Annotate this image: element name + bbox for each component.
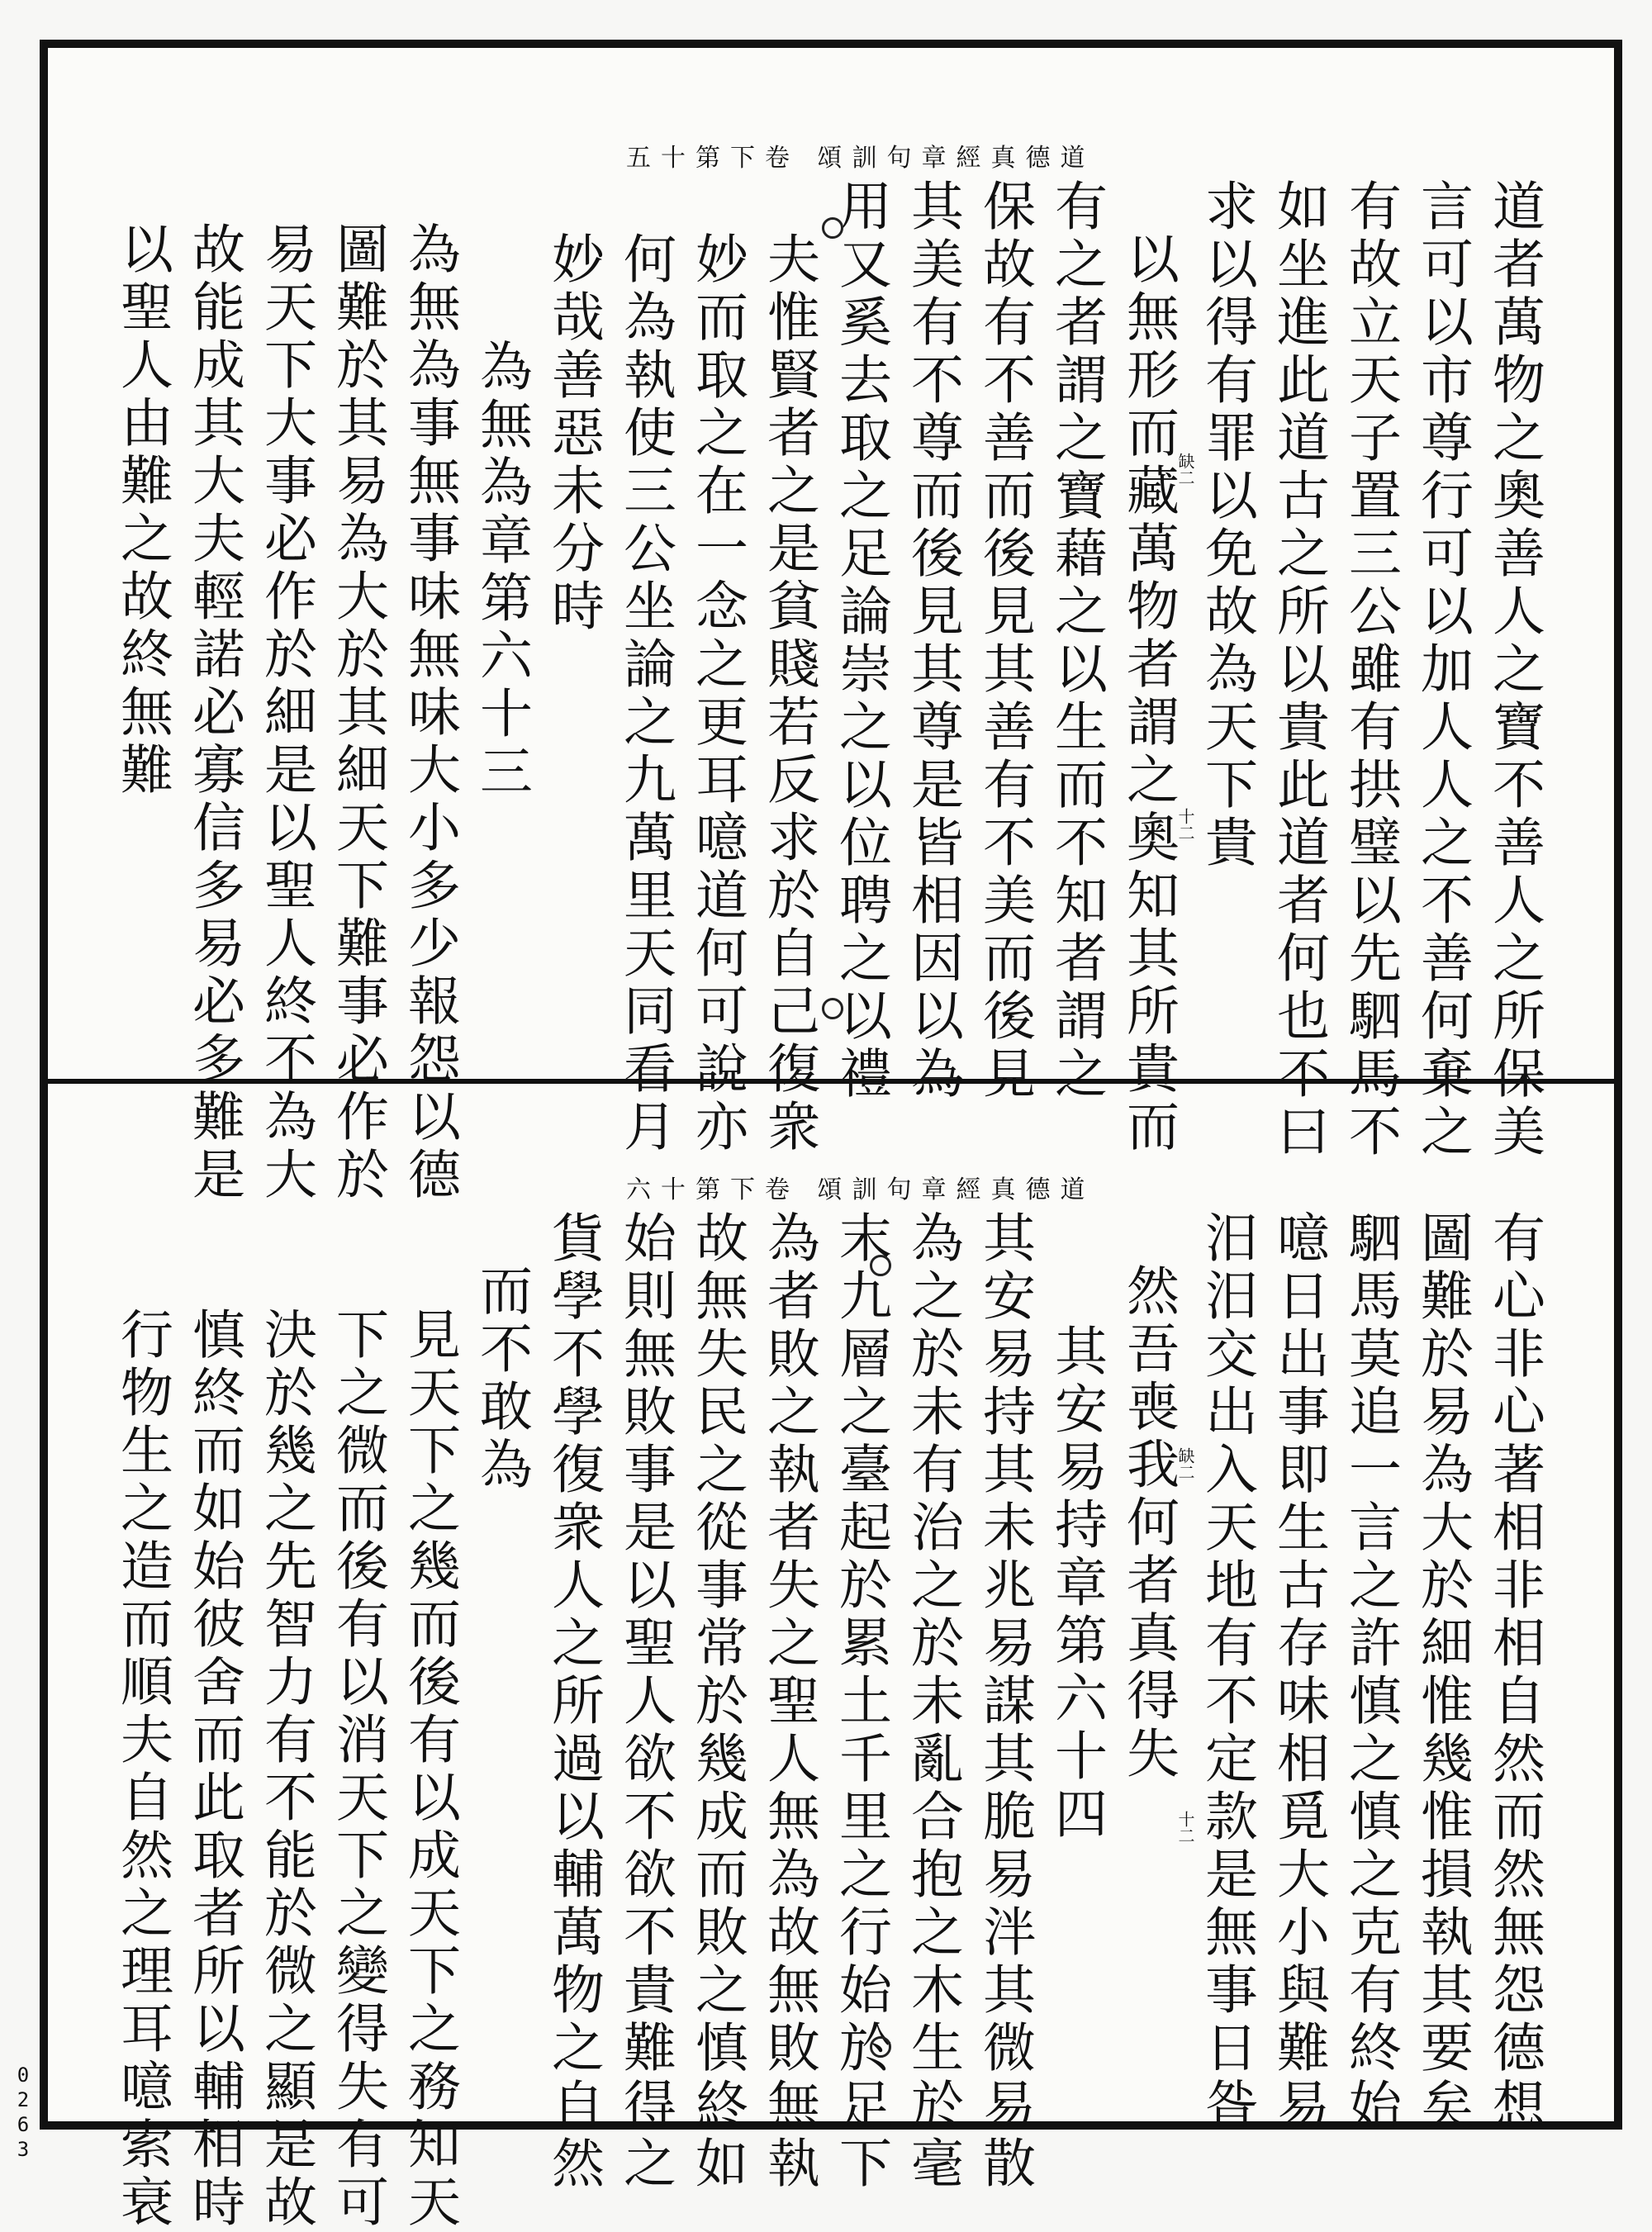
punctuation-circle — [822, 998, 843, 1019]
bottom-column-5: 汨汨交出入天地有不定款是無事日昝 — [1196, 1210, 1257, 2135]
bottom-column-1: 有心非心著相非相自然而然無怨德想 — [1483, 1210, 1545, 2135]
top-chapter-title: 為無為章第六十三 — [471, 339, 532, 801]
top-column-11: 夫惟賢者之是貧賤若反求於自己復衆 — [758, 231, 819, 1156]
top-column-14: 妙哉善惡未分時 — [543, 231, 604, 636]
top-column-2: 言可以市尊行可以加人人之不善何棄之 — [1412, 178, 1473, 1161]
bottom-column-10: 末九層之臺起於累土千里之行始於足下 — [830, 1210, 891, 2193]
top-column-16: 為無為事無事味無味大小多少報怨以德 — [399, 221, 460, 1204]
punctuation-circle — [822, 217, 843, 239]
top-column-20: 以聖人由難之故終無難 — [112, 221, 173, 800]
bottom-column-6: 然吾喪我何者真得失 — [1118, 1263, 1179, 1783]
bottom-column-8: 其安易持其未兆易謀其脆易泮其微易散 — [974, 1210, 1035, 2193]
bottom-column-4: 噫日出事即生古存味相覓大小與難易 — [1268, 1210, 1329, 2135]
bottom-column-18: 決於幾之先智力有不能於微之顯是故 — [255, 1307, 316, 2232]
bottom-column-19: 慎終而如始彼舍而此取者所以輔相時 — [183, 1307, 244, 2232]
bottom-column-20: 行物生之造而順夫自然之理耳噫索衰 — [112, 1307, 173, 2232]
top-column-1: 道者萬物之奧善人之寶不善人之所保美 — [1483, 178, 1545, 1161]
top-running-header: 道德真經章句訓頌 卷下第十五 — [626, 144, 1095, 173]
top-column-7: 有之者謂之寶藉之以生而不知者謂之 — [1046, 178, 1107, 1104]
bottom-column-3: 駟馬莫追一言之許慎之慎之克有終始 — [1340, 1210, 1401, 2135]
top-column-10: 用又奚去取之足論崇之以位聘之以禮 — [830, 178, 891, 1104]
top-margin-note-2: 十二 — [1175, 808, 1195, 841]
top-column-4: 如坐進此道古之所以貴此道者何也不曰 — [1268, 178, 1329, 1161]
top-column-5: 求以得有罪以免故為天下貴 — [1196, 178, 1257, 872]
bottom-margin-note-2: 十二 — [1175, 1811, 1195, 1844]
top-column-13: 何為執使三公坐論之九萬里天同看月 — [615, 231, 676, 1156]
top-column-6: 以無形而藏萬物者謂之奧知其所貴而 — [1118, 231, 1179, 1156]
bottom-panel — [48, 1084, 1614, 2232]
bottom-margin-note-1: 缺二 — [1175, 1447, 1195, 1480]
bottom-column-9: 為之於未有治之於未亂合抱之木生於毫 — [902, 1210, 963, 2193]
top-column-18: 易天下大事必作於細是以聖人終不為大 — [255, 221, 316, 1204]
top-column-9: 其美有不尊而後見其尊是皆相因以為 — [902, 178, 963, 1104]
bottom-column-12: 故無失民之從事常於幾成而敗之慎終如 — [686, 1210, 748, 2193]
bottom-column-17: 下之微而後有以消天下之變得失有可 — [327, 1307, 388, 2232]
bottom-column-13: 始則無敗事是以聖人欲不欲不貴難得之 — [615, 1210, 676, 2193]
bottom-column-11: 為者敗之執者失之聖人無為故無敗無執 — [758, 1210, 819, 2193]
punctuation-circle — [870, 2036, 891, 2058]
bottom-column-14: 貨學不學復衆人之所過以輔萬物之自然 — [543, 1210, 604, 2193]
top-column-12: 妙而取之在一念之更耳噫道何可說亦 — [686, 231, 748, 1156]
top-column-3: 有故立天子置三公雖有拱璧以先駟馬不 — [1340, 178, 1401, 1161]
top-column-8: 保故有不善而後見其善有不美而後見 — [974, 178, 1035, 1104]
bottom-column-15: 而不敢為 — [471, 1263, 532, 1494]
top-column-17: 圖難於其易為大於其細天下難事必作於 — [327, 221, 388, 1204]
bottom-column-2: 圖難於易為大於細惟幾惟損執其要矣 — [1412, 1210, 1473, 2135]
punctuation-circle — [870, 1255, 891, 1276]
bottom-chapter-title: 其安易持章第六十四 — [1046, 1323, 1107, 1844]
top-column-19: 故能成其大夫輕諾必寡信多易必多難是 — [183, 221, 244, 1204]
bottom-running-header: 道德真經章句訓頌 卷下第十六 — [626, 1175, 1095, 1204]
page-number: 0263 — [12, 2063, 35, 2163]
top-margin-note-1: 缺二 — [1175, 453, 1195, 486]
bottom-column-16: 見天下之幾而後有以成天下之務知天 — [399, 1307, 460, 2232]
